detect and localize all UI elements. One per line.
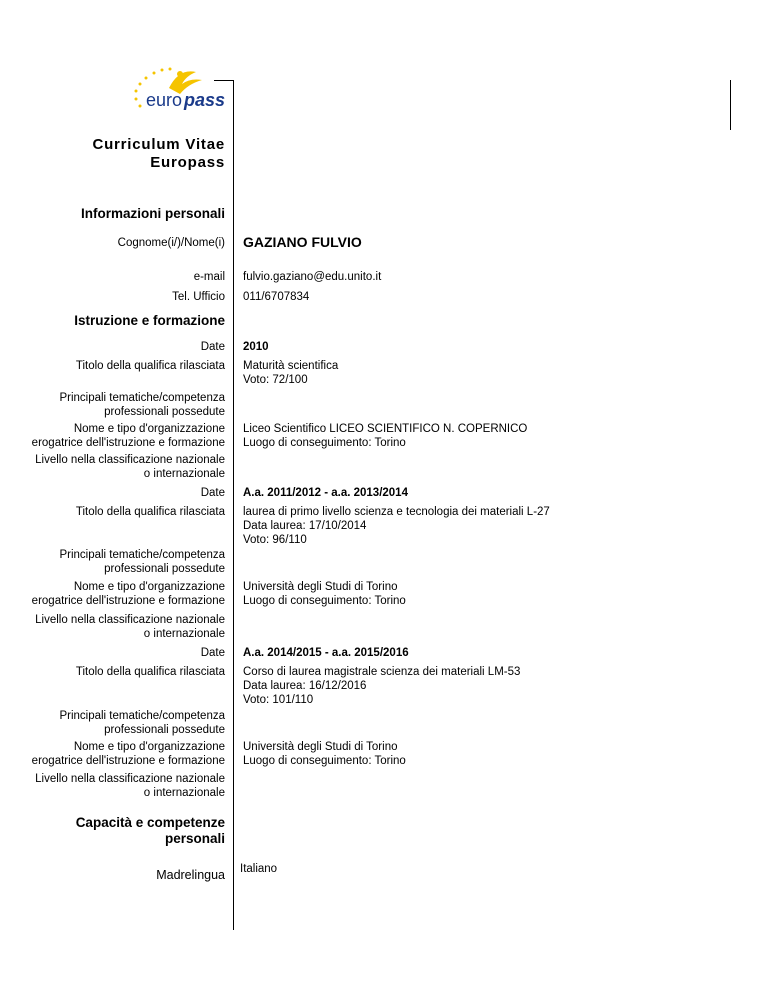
- topics-label: Principali tematiche/competenza professionali possedute: [59, 710, 225, 736]
- column-divider: [233, 80, 234, 930]
- topics-label: Principali tematiche/competenza professionali possedute: [59, 549, 225, 575]
- qualification-label: Titolo della qualifica rilasciata: [75, 506, 225, 518]
- qualification-label: Titolo della qualifica rilasciata: [75, 666, 225, 678]
- organisation-value: Università degli Studi di Torino Luogo di conseguimento: Torino: [243, 581, 406, 607]
- skills-heading: Capacità e competenze personali: [75, 815, 225, 846]
- qualification-value: laurea di primo livello scienza e tecnologia dei materiali L-27 Data laurea: 17/10/2014 Voto: 96/110: [243, 506, 550, 546]
- right-margin-rule: [730, 80, 731, 130]
- organisation-value: Università degli Studi di Torino Luogo di conseguimento: Torino: [243, 741, 406, 767]
- phone-value: 011/6707834: [243, 291, 310, 303]
- mother-tongue-label: Madrelingua: [156, 868, 225, 882]
- svg-text:euro: euro: [146, 90, 183, 110]
- qualification-value: Maturità scientifica Voto: 72/100: [243, 360, 339, 386]
- email-label: e-mail: [193, 271, 225, 283]
- topics-label: Principali tematiche/competenza professionali possedute: [59, 392, 225, 418]
- date-label: Date: [200, 647, 225, 659]
- organisation-label: Nome e tipo d'organizzazione erogatrice dell'istruzione e formazione: [31, 423, 225, 449]
- entry-date: 2010: [243, 341, 269, 353]
- level-label: Livello nella classificazione nazionale o internazionale: [35, 773, 225, 799]
- date-label: Date: [200, 341, 225, 353]
- logo-rule: [214, 80, 234, 81]
- entry-date: A.a. 2011/2012 - a.a. 2013/2014: [243, 487, 408, 499]
- document-title: Curriculum Vitae Europass: [92, 136, 225, 171]
- level-label: Livello nella classificazione nazionale o internazionale: [35, 614, 225, 640]
- organisation-value: Liceo Scientifico LICEO SCIENTIFICO N. COPERNICO Luogo di conseguimento: Torino: [243, 423, 528, 449]
- qualification-value: Corso di laurea magistrale scienza dei materiali LM-53 Data laurea: 16/12/2016 Voto: 101/110: [243, 666, 521, 706]
- date-label: Date: [200, 487, 225, 499]
- qualification-label: Titolo della qualifica rilasciata: [75, 360, 225, 372]
- email-value[interactable]: fulvio.gaziano@edu.unito.it: [243, 271, 382, 283]
- name-label: Cognome(i/)/Nome(i): [117, 237, 225, 249]
- europass-logo: [124, 58, 234, 118]
- education-heading: Istruzione e formazione: [74, 313, 225, 328]
- personal-info-heading: Informazioni personali: [80, 206, 225, 221]
- organisation-label: Nome e tipo d'organizzazione erogatrice dell'istruzione e formazione: [31, 741, 225, 767]
- mother-tongue-value: Italiano: [240, 863, 278, 875]
- organisation-label: Nome e tipo d'organizzazione erogatrice dell'istruzione e formazione: [31, 581, 225, 607]
- svg-text:pass: pass: [184, 90, 226, 110]
- phone-label: Tel. Ufficio: [172, 291, 225, 303]
- name-value: GAZIANO FULVIO: [243, 234, 362, 250]
- level-label: Livello nella classificazione nazionale o internazionale: [35, 454, 225, 480]
- entry-date: A.a. 2014/2015 - a.a. 2015/2016: [243, 647, 409, 659]
